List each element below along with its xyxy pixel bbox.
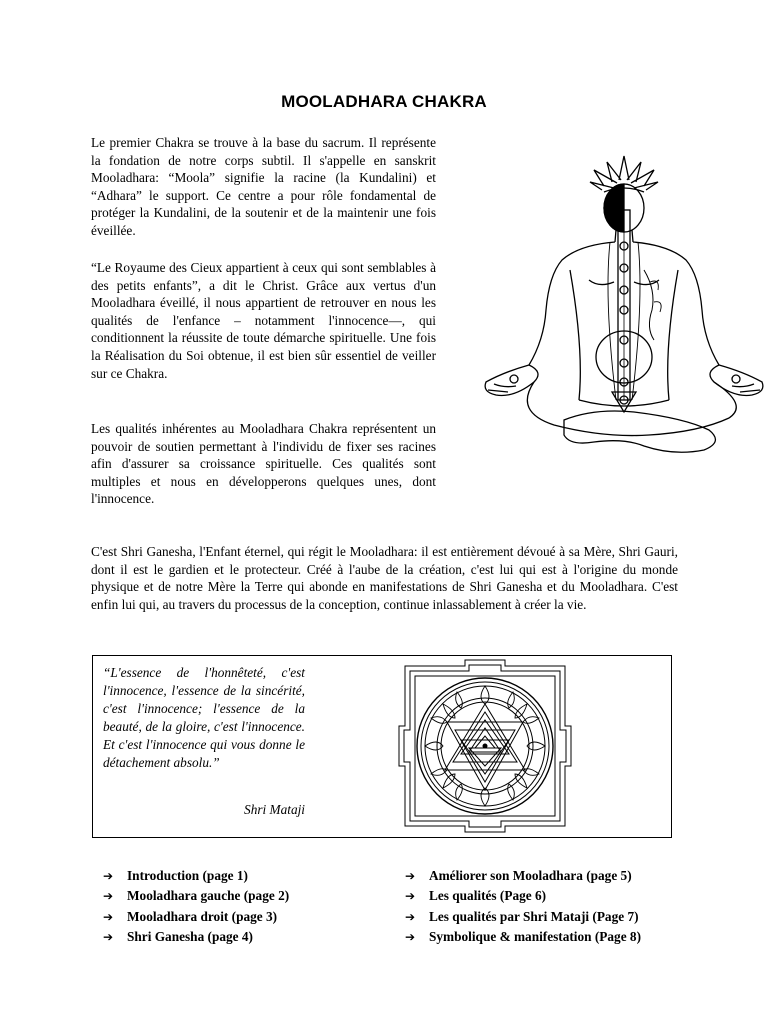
link-label: Améliorer son Mooladhara (page 5)	[429, 868, 632, 883]
link-label: Les qualités par Shri Mataji (Page 7)	[429, 908, 639, 924]
quote-box	[92, 655, 672, 838]
arrow-right-icon: ➔	[405, 889, 416, 904]
quote-author: Shri Mataji	[244, 802, 305, 817]
arrow-right-icon: ➔	[103, 889, 114, 904]
kingdom-paragraph: “Le Royaume des Cieux appartient à ceux qui sont semblables à des petits enfants”, a dit le Christ. Grâce aux vertus d'un Mooladhara éveillé, il nous appartient de retrouver en nous les qualités de l'enfance – notamment l'innocence—, qui conditionnent la réussite de toute démarche spirituelle. Une fois la Réalisation du Soi obtenue, il est bien sûr essentiel de veiller sur ce Chakra.	[91, 260, 436, 381]
ganesha-paragraph: C'est Shri Ganesha, l'Enfant éternel, qui régit le Mooladhara: il est entièrement dévoué à sa Mère, Shri Gauri, dont il est le gardien et le protecteur. Créé à l'aube de la création, c'est lui qui est à l'origine du monde physique et de notre Mère la Terre qui abonde en manifestations de Shri Ganesha et du Mooladhara. C'est enfin lui qui, au travers du processus de la conception, continue inlassablement à créer la vie.	[91, 544, 678, 612]
qualities-paragraph: Les qualités inhérentes au Mooladhara Chakra représentent un pouvoir de soutien permettant à l'individu de fixer ses racines afin d'assurer sa croissance spirituelle. Ces qualités sont multiples et nous en développerons quelques unes, dont l'innocence.	[91, 421, 436, 507]
link-qualites-shri-mataji[interactable]	[405, 907, 641, 927]
link-label: Mooladhara gauche (page 2)	[127, 888, 290, 904]
link-ameliorer-mooladhara[interactable]	[405, 866, 641, 886]
link-label: Introduction (page 1)	[127, 868, 248, 883]
page-title: MOOLADHARA CHAKRA	[281, 92, 487, 111]
meditating-figure-illustration	[474, 150, 768, 465]
link-mooladhara-gauche[interactable]	[103, 886, 289, 906]
quote-text: “L'essence de l'honnêteté, c'est l'innocence, l'essence de la sincérité, c'est l'innocence; l'essence de la beauté, de la gloire, c'est l'innocence. Et c'est l'innocence qui vous donne le détachement absolu.”	[103, 665, 305, 771]
arrow-right-icon: ➔	[405, 909, 416, 924]
link-label: Les qualités (Page 6)	[429, 888, 547, 904]
link-introduction[interactable]	[103, 866, 289, 886]
link-mooladhara-droit[interactable]	[103, 907, 289, 927]
link-les-qualites[interactable]	[405, 886, 641, 906]
arrow-right-icon: ➔	[405, 929, 416, 944]
link-shri-ganesha[interactable]	[103, 927, 289, 947]
arrow-right-icon: ➔	[103, 929, 114, 944]
intro-paragraph: Le premier Chakra se trouve à la base du sacrum. Il représente la fondation de notre corps subtil. Il s'appelle en sanskrit Mooladhara: “Moola” signifie la racine (la Kundalini) et “Adhara” le support. Ce centre a pour rôle fondamental de protéger la Kundalini, de la soutenir et de la maintenir une fois éveillée.	[91, 135, 436, 238]
sri-yantra-illustration	[397, 658, 573, 834]
link-symbolique-manifestation[interactable]	[405, 927, 641, 947]
arrow-right-icon: ➔	[103, 909, 114, 924]
link-label: Mooladhara droit (page 3)	[127, 908, 278, 924]
navigation-links-left	[103, 866, 289, 947]
navigation-links-right	[405, 866, 641, 947]
arrow-right-icon: ➔	[103, 869, 114, 883]
arrow-right-icon: ➔	[405, 869, 416, 883]
link-label: Shri Ganesha (page 4)	[127, 928, 253, 944]
link-label: Symbolique & manifestation (Page 8)	[429, 928, 642, 944]
